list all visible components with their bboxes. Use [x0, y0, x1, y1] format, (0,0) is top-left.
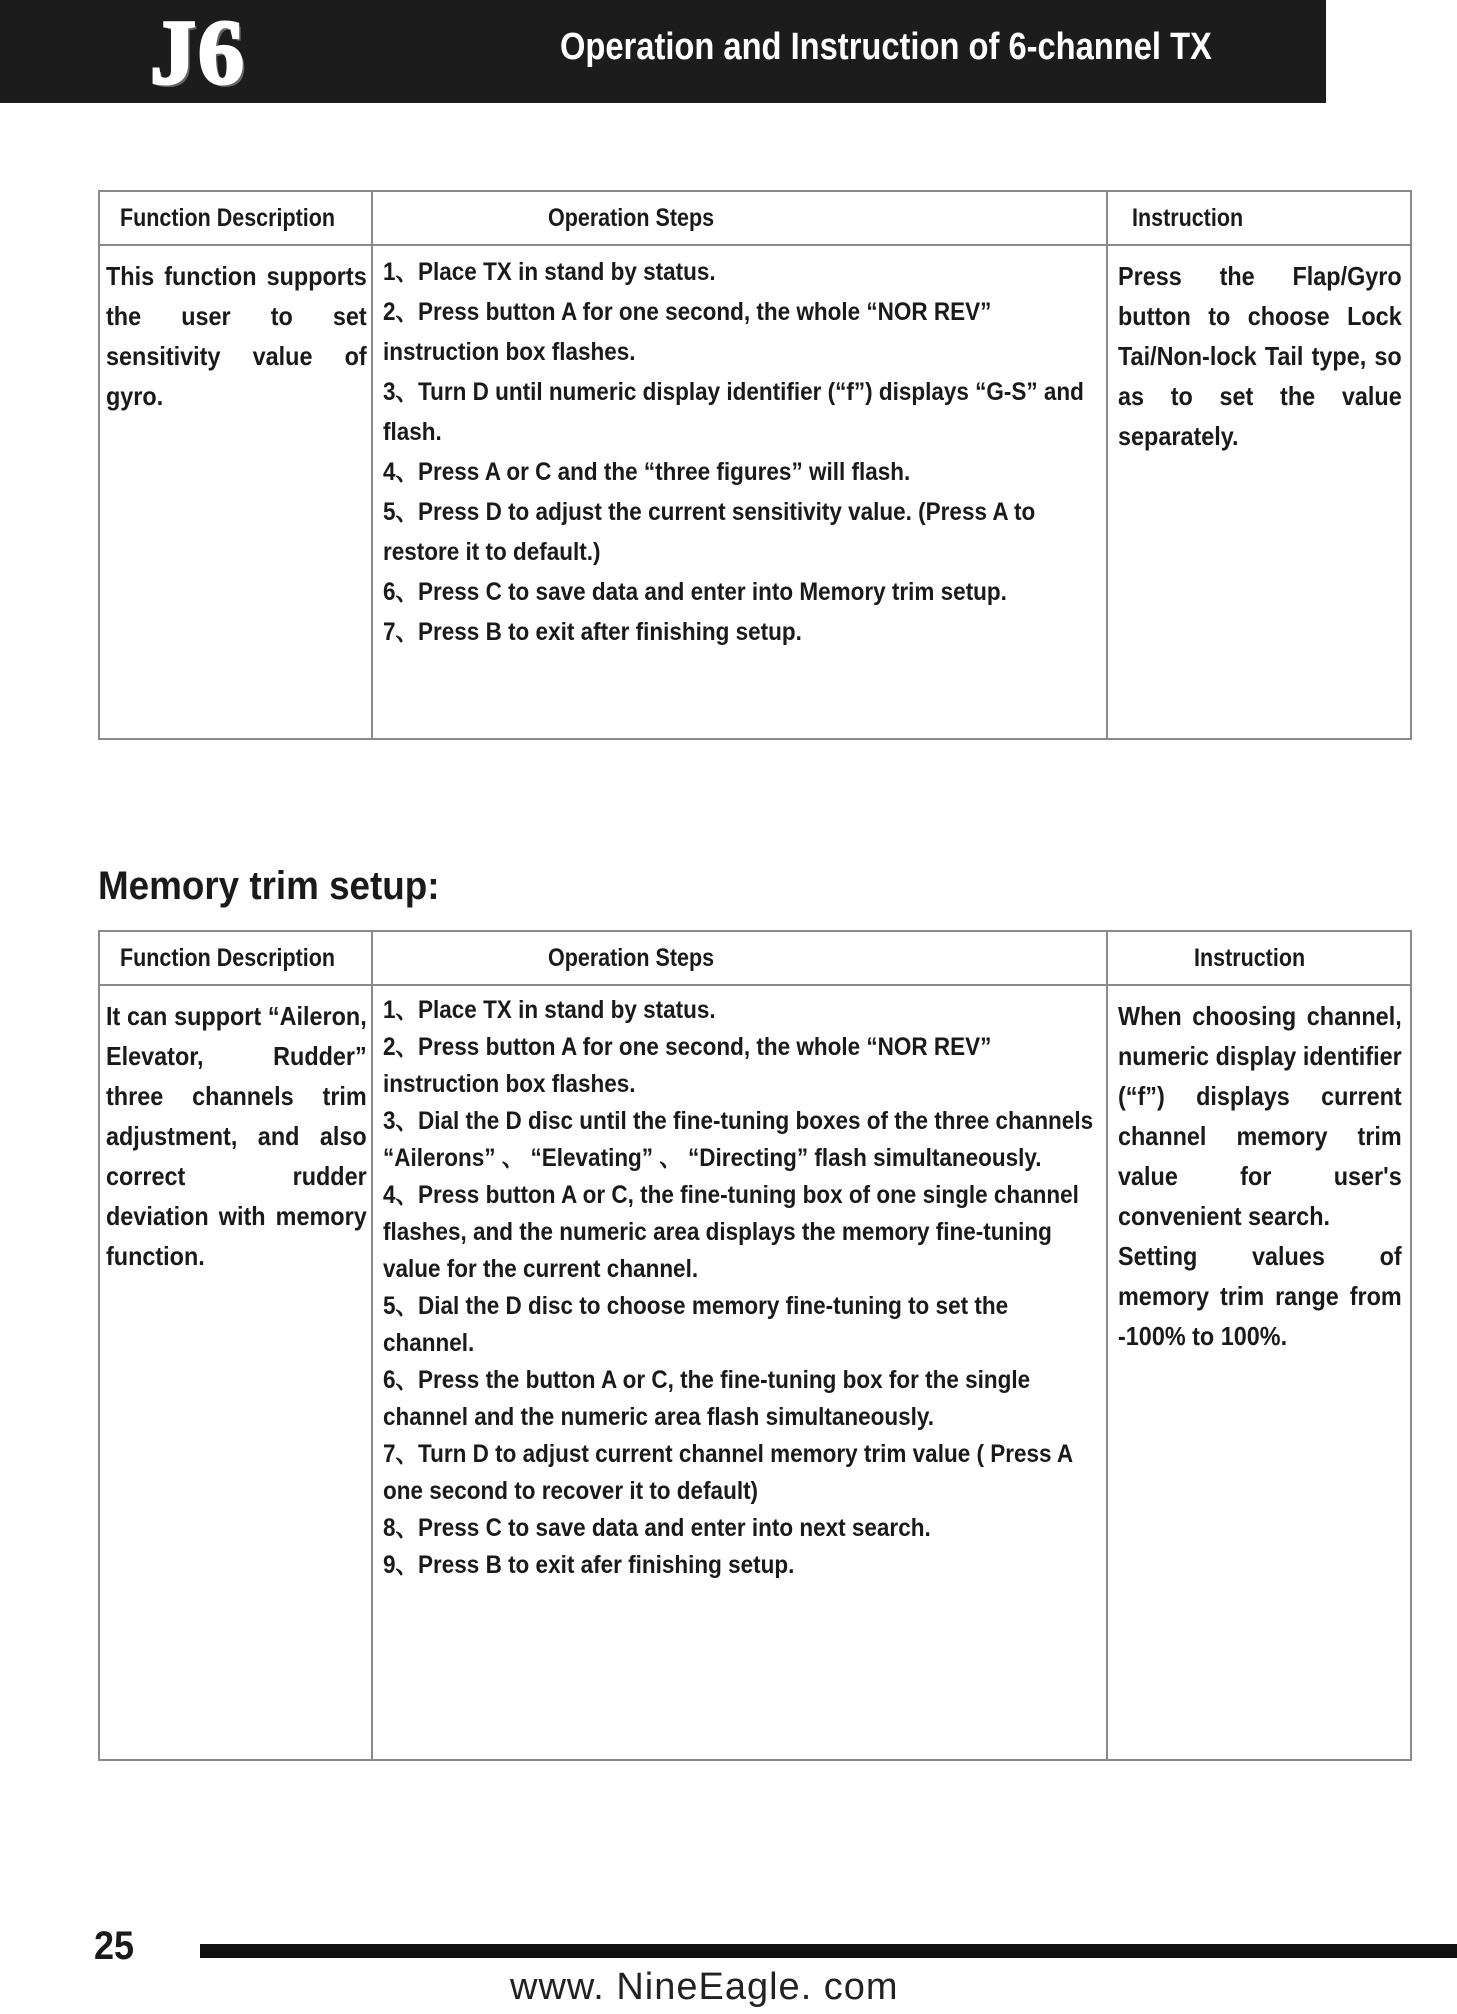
step-item: 7、Turn D to adjust current channel memory trim value ( Press A one second to recover it to default)	[383, 1440, 1073, 1505]
step-item: 5、Press D to adjust the current sensitivity value. (Press A to restore it to default.)	[383, 498, 1036, 566]
instruction-paragraph: When choosing channel, numeric display identifier (“f”) displays current channel memory trim value for user's convenient search.	[1118, 1001, 1402, 1231]
table-header-row	[99, 191, 1411, 245]
operation-steps	[372, 985, 1107, 1760]
step-item: 2、Press button A for one second, the whole “NOR REV” instruction box flashes.	[383, 298, 992, 366]
table-row	[99, 985, 1411, 1760]
table-header-row	[99, 931, 1411, 985]
footer-divider	[200, 1944, 1457, 1958]
header-title: Operation and Instruction of 6-channel TX	[560, 26, 1212, 68]
page-number: 25	[94, 1924, 135, 1968]
step-item: 9、Press B to exit afer finishing setup.	[383, 1551, 795, 1579]
step-item: 5、Dial the D disc to choose memory fine-tuning to set the channel.	[383, 1292, 1009, 1357]
instruction-paragraph: Setting values of memory trim range from -100% to 100%.	[1118, 1241, 1402, 1351]
page-header	[0, 0, 1326, 103]
step-item: 2、Press button A for one second, the whole “NOR REV” instruction box flashes.	[383, 1033, 992, 1098]
header-instruction: Instruction	[1107, 931, 1411, 985]
header-instruction: Instruction	[1107, 191, 1411, 245]
j6-logo: J6	[150, 1, 246, 103]
table-row	[99, 245, 1411, 739]
step-item: 7、Press B to exit after finishing setup.	[383, 618, 802, 646]
step-item: 3、Turn D until numeric display identifier (“f”) displays “G-S” and flash.	[383, 378, 1084, 446]
function-description: This function supports the user to set sensitivity value of gyro.	[99, 245, 372, 739]
header-function-description: Function Description	[99, 931, 372, 985]
header-function-description: Function Description	[99, 191, 372, 245]
section-heading-memory-trim: Memory trim setup:	[98, 864, 440, 908]
instruction-text: Press the Flap/Gyro button to choose Lock Tai/Non-lock Tail type, so as to set the value separately.	[1107, 245, 1411, 739]
header-operation-steps: Operation Steps	[372, 191, 1107, 245]
step-item: 4、Press A or C and the “three figures” will flash.	[383, 458, 911, 486]
step-item: 8、Press C to save data and enter into next search.	[383, 1514, 931, 1542]
step-item: 1、Place TX in stand by status.	[383, 996, 716, 1024]
operation-steps	[372, 245, 1107, 739]
instruction-text	[1107, 985, 1411, 1760]
memory-trim-table	[98, 930, 1412, 1761]
step-item: 4、Press button A or C, the fine-tuning box of one single channel flashes, and the numeric area displays the memory fine-tuning value for the current channel.	[383, 1181, 1079, 1283]
gyro-sensitivity-table	[98, 190, 1412, 740]
step-item: 6、Press the button A or C, the fine-tuning box for the single channel and the numeric area flash simultaneously.	[383, 1366, 1031, 1431]
header-operation-steps: Operation Steps	[372, 931, 1107, 985]
step-item: 1、Place TX in stand by status.	[383, 258, 716, 286]
footer-url: www. NineEagle. com	[510, 1966, 899, 2008]
step-item: 3、Dial the D disc until the fine-tuning boxes of the three channels “Ailerons” 、 “Elevating” 、 “Directing” flash simultaneously.	[383, 1107, 1094, 1172]
step-item: 6、Press C to save data and enter into Memory trim setup.	[383, 578, 1007, 606]
function-description: It can support “Aileron, Elevator, Rudder” three channels trim adjustment, and also correct rudder deviation with memory function.	[99, 985, 372, 1760]
